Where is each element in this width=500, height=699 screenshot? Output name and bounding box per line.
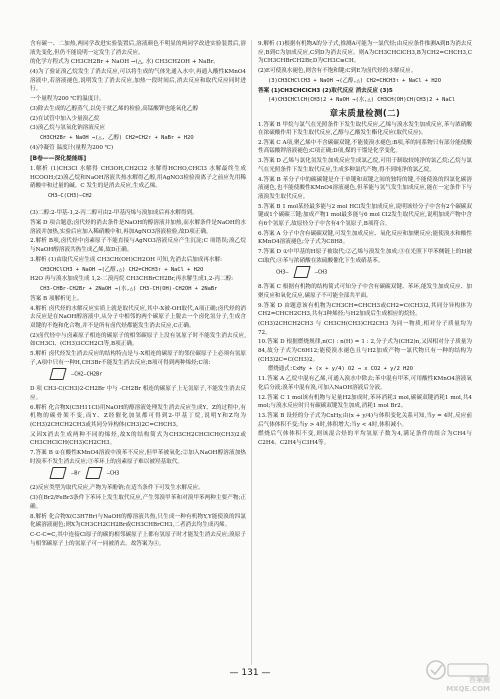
answer-5: 5.解析 卤代烃发生消去反应的结构特点是与-X相连的碳原子的邻位碳原子上必须有氢原子,A项中只有一种H,CH3Br不能发生消去反应;B项可得到两种烯烃;C项:: [30, 350, 246, 366]
structure-bond-icon: CH3–: [276, 269, 289, 276]
chemical-equation: CH3-CHBr-CH2Br + 2NaOH →(水,△) CH3-CH(OH)-CH2OH + 2NaBr: [40, 286, 218, 293]
answer-8b: C-C-C=C,其中连接Cl原子的碳的相邻碳原子上都有氢原子时才能发生消去反应;溴原子与相邻碳原子上的氢原子可一同被消去。故答案为④。: [30, 531, 246, 547]
structure-bond-icon: –CH3: [106, 470, 120, 477]
left-paragraph: 的化学方程式为 CH3CH2Br + NaOH →(△, 水) CH3CH2OH + NaBr。: [30, 59, 219, 66]
answer-1: 1.解析 (1)CH3Cl 水解得 CH3OH,CH2Cl2 水解得HCHO,CHCl3 水解最终生成HCOOH;(2)溴乙烷和NaOH溶液共热水解得乙醇,用AgNO3检验溴离子之前应先用稀硝酸中和过量的碱。C 发生的是消去反应,生成乙烯。: [30, 166, 246, 190]
column-divider: [251, 40, 252, 665]
answer-4b: (2)卤代烃中与卤素原子相连的碳原子的相邻碳原子上没有氢原子时不能发生消去反应,如CH3Cl、(CH3)3CCH2Cl等,B项正确。: [30, 332, 246, 348]
answer-8: 8.解析 化合物X(C3H7Br)与NaOH的醇溶液共热,只生成一种有机物Y,Y能使溴的四氯化碳溶液褪色;则X为CH3CH2CH2Br或CH3CHBrCH3,二者消去均生成丙烯。: [30, 513, 246, 529]
chapter-answer-7: 7.答案 D ①中甲基的H原子被取代;②乙烯与溴发生加成;③在光照下甲苯侧链上的H被Cl取代;④苯与浓硝酸在浓硫酸催化下生成硝基苯。: [258, 248, 472, 264]
watermark-logo: [426, 659, 490, 693]
benzene-ring-icon: [85, 467, 102, 479]
answer-1b: (3)二醇:2-甲基-1,2-丙二醇可由2-甲基丙烯与溴加成后再水解得到。: [30, 210, 198, 217]
right-column: [258, 40, 472, 449]
left-paragraph: (4)为了验证溴乙烷发生了消去反应,可以将生成的气体先通入水中,再通入酸性KMnO4溶液中,若溶液褪色,说明发生了消去反应,加热一段时间后,消去反应和取代反应同时进行。: [30, 69, 246, 93]
chemical-equation: CH3CHClCH3 + NaOH →(乙醇,△) CH2=CHCH3↑ + NaCl + H2O: [40, 266, 204, 273]
answer-9-key: 答案 (1)CH3CHClCH3 (2)取代反应 消去反应 (3)5: [258, 87, 393, 94]
chemical-equation: (4)CH3CHClCH(CH3)2 + NaOH →(水,△) CH3CH(OH)CH(CH3)2 + NaCl: [268, 97, 456, 104]
section-header-b: [B卷——深化提能练]: [30, 155, 87, 162]
chapter-answer-8: 8.答案 C 根据有机物的结构简式可知分子中含有碳碳双键、苯环,能发生加成反应、加聚反应和氧化反应,碳原子不可能全部共平面。: [258, 284, 472, 299]
benzene-ring-icon: [49, 467, 66, 479]
left-paragraph: (2)在试管中加入少量溴乙烷: [30, 115, 100, 122]
structure-diagram: [48, 368, 246, 384]
answer-9b: (2)E可使溴水褪色,则含有不饱和键;C到E为卤代烃的水解反应。: [258, 67, 417, 74]
answer-3b: H2O 再与溴水加成生成 1,2-二溴丙烷 CH3CHBrCH2Br,再水解生成1,2-丙二醇:: [30, 276, 234, 283]
answer-3: 3.解析 (1)由取代反应生成 CH3CH(OH)CH2OH 可知,先消去后加成再水解:: [30, 256, 223, 263]
left-paragraph: (4)冷凝管 温度计(量程为200 ℃): [30, 145, 114, 152]
page-number: — 131 —: [229, 668, 271, 678]
chemical-equation: CH3CH2Br + NaOH →(△, 乙醇) CH2=CH2↑ + NaBr + H2O: [40, 135, 194, 142]
answer-7b: (2)反应类型为取代反应,产物为苯酚钠;在适当条件下可发生水解反应。: [30, 485, 204, 492]
benzene-ring-icon: [293, 266, 310, 278]
answer-6b: 又因X消去生成两种不同的烯烃,故X的结构简式为CH3CH2CHClCH(CH3)2或CH3CHClCH(CH3)CH2CH3。: [30, 431, 246, 447]
answer-9: 9.解析 (1)根据有机物A的分子式,推测A可能为一氯代烃;由反应条件推测A到B为消去反应,B到C为加成反应,C到D为消去反应。则A为CH3CHClCH3,B为CH2=CHCH3,C为CH3CHBrCH2Br,D为CH3C≡CH。: [258, 41, 472, 65]
chapter-title: 章末质量检测(二): [329, 107, 401, 118]
left-paragraph: 一个量程为200 ℃的温度计。: [30, 96, 105, 103]
chapter-answer-13: 13.答案 B 设烃的分子式为CxHy,由(x + y/4)与体积变化关系可知,当y = 4时,反应前后气体体积不变;当y > 4时,体积增大;当y < 4时,体积减小。: [258, 412, 472, 428]
answer-2: 2.解析 B项,卤代烃中卤素原子不能直接与AgNO3溶液反应产生沉淀;C 项错误;溴乙烷与NaOH醇溶液共热生成乙烯,故D正确。: [30, 238, 246, 253]
structure-bond-icon: –CH3: [314, 269, 328, 276]
answer-4: 4.解析 卤代烃的水解反应实质上就是取代反应,其中-X被-OH取代,A项正确;卤代烃的消去反应是在NaOH醇溶液中,从分子中相邻的两个碳原子上脱去一个卤化氢分子,生成含双键的不饱和化合物,并不是所有卤代烃都能发生消去反应,C正确。: [30, 305, 246, 329]
structure-diagram: [48, 192, 246, 208]
structure-bond-icon: –Br: [71, 470, 81, 477]
answer-5b: D 项 CH3-C(CH3)2-CH2Br 中与 -CH2Br 相连的碳原子上无氢原子,不能发生消去反应。: [30, 386, 246, 401]
structure-bond-icon: CH3–C(CH3)–CH2: [48, 193, 92, 200]
answer-7: 7.答案 B ①在酸性KMnO4溶液中溴苯不反应,但甲苯被氧化;②加入NaOH醇溶液加热时溴苯不发生消去反应;③苯环上的卤素原子难以被羟基取代。: [30, 450, 246, 465]
chapter-answer-12: 12.答案 C 1 mol该有机物与足量H2加成时,苯环消耗3 mol,碳碳双键消耗1 mol,共4 mol;与溴水反应时只有碳碳双键发生加成,消耗1 mol Br2。: [258, 394, 472, 410]
benzene-ring-icon: [49, 368, 66, 380]
chapter-answer-4: 4.答案 B 苯分子中的碳碳键是介于单键和双键之间的独特的键,不能使溴的四氯化碳溶液褪色,也不能使酸性KMnO4溶液褪色,但苯能与氢气发生加成反应,能在一定条件下与液溴发生取代反应。: [258, 176, 472, 200]
chapter-answer-2: 2.答案 C A项,聚乙烯中不含碳碳双键,不能使溴水褪色;B项,苯的同系物只有部分能使酸性高锰酸钾溶液褪色;C项正确;D项,煤的干馏是化学变化。: [258, 139, 472, 155]
chapter-answer-13b: 燃烧后气体体积不变,则该混合烃的平均氢原子数为4,满足条件的组合为CH4与C2H4、C2H4与C3H4等。: [258, 431, 472, 446]
chemical-equation: (3)CH3CHClCH3 + NaOH →(乙醇,△) CH2=CHCH3↑ + NaCl + H2O: [268, 77, 442, 84]
left-paragraph: 含有碳一、二加热,两同学改进实验装置后,溶液颜色不明显的两同学改进实验装置后,溶液先变化,但仍不能说明一定发生了消去反应。: [30, 41, 246, 56]
structure-diagram: [48, 467, 246, 483]
chapter-answer-1: 1.答案 B 甲烷与氯气在光照条件下发生取代反应,乙烯与溴水发生加成反应,苯与浓硝酸在浓硫酸作用下发生取代反应,乙醇与乙酸发生酯化反应(取代反应)。: [258, 121, 472, 137]
chemical-equation: 燃烧通式:CxHy + (x + y/4) O2 → x CO2 + y/2 H2O: [268, 366, 413, 373]
structure-bond-icon: –CH2–CH2Br: [71, 371, 103, 378]
answer-6: 6.解析 化合物X(C5H11Cl)用NaOH的醇溶液处理发生消去反应生成Y、Z的过程中,有机物的碳骨架不变,而Y、Z经催化加氢都可得到2-甲基丁烷,说明Y和Z均为(CH3)2CHCH2CH3或其同分异构体(CH3)2C=CHCH3。: [30, 404, 246, 428]
structure-diagram: [276, 266, 472, 282]
answer-1c: 答案 D 项合题意;卤代烃的消去条件是NaOH的醇溶液并加热,而水解条件是NaOH的水溶液并加热,实验后应加入稀硝酸中和,再加AgNO3溶液检验,故D项正确。: [30, 219, 246, 235]
watermark-text: 答案圈 MXQE.COM: [446, 676, 490, 693]
chapter-answer-9: 9.答案 D 由题意该有机物为CH3CH=CHCH3或CH2=C(CH3)2,其同分异构体为CH2=CHCH2CH3,共有3种烯烃;与H2加成后生成相应的烷烃。: [258, 302, 472, 318]
answer-7c: (3)在Br2/FeBr3条件下苯环上发生取代反应,产生邻溴甲苯和对溴甲苯两种主要产物;正确。: [30, 495, 246, 510]
answer-3c: 答案 B 项解析见上。: [30, 295, 83, 302]
chapter-answer-5: 5.答案 B 1 mol某烃最多能与2 mol HCl发生加成反应,说明该烃分子中含有2个碳碳双键或1个碳碳三键;加成产物1 mol最多能与6 mol Cl2发生取代反应,说明加成产物中含有6个氢原子,故原烃分子中含有4个氢原子,B项符合。: [258, 203, 472, 227]
chapter-answer-3: 3.答案 D 乙烯与氯化氢发生加成反应生成氯乙烷,可用于制取较纯净的氯乙烷;乙烷与氯气在光照条件下发生取代反应,生成多种氯代产物,得不到纯净的氯乙烷。: [258, 158, 472, 173]
left-paragraph: (3)除去生成的乙醇蒸气,以免干扰乙烯的检验,高锰酸钾也能氧化乙醇: [30, 105, 199, 112]
left-paragraph: (3)溴乙烷与氢氧化钠溶液反应: [30, 125, 106, 132]
chapter-answer-6: 6.答案 A 分子中含有碳碳双键,可发生加成反应、氧化反应和加聚反应;能使溴水和酸性KMnO4溶液褪色;分子式为C8H8。: [258, 230, 472, 246]
left-column: [30, 40, 246, 549]
chapter-answer-11: 11.答案 A 乙烷中混有乙烯,可通入溴水中除去;苯中混有甲苯,可用酸性KMnO4溶液氧化后分液;溴苯中混有溴,可加入NaOH溶液后分液。: [258, 376, 472, 391]
chapter-answer-10: 10.答案 D 根据燃烧规律,n(C) : n(H) = 1 : 2,分子式为(CH2)n,又因相对分子质量为84,故分子式为C6H12;能使溴水褪色且与H2加成产物一氯代物只有一种的结构为(CH3)2C=C(CH3)2。: [258, 339, 472, 363]
chapter-answer-9b: (CH3)2CHCH2CH3 与 CH3CH(CH3)CH2CH3 为同一物质,相对分子质量均为72。: [258, 321, 472, 336]
